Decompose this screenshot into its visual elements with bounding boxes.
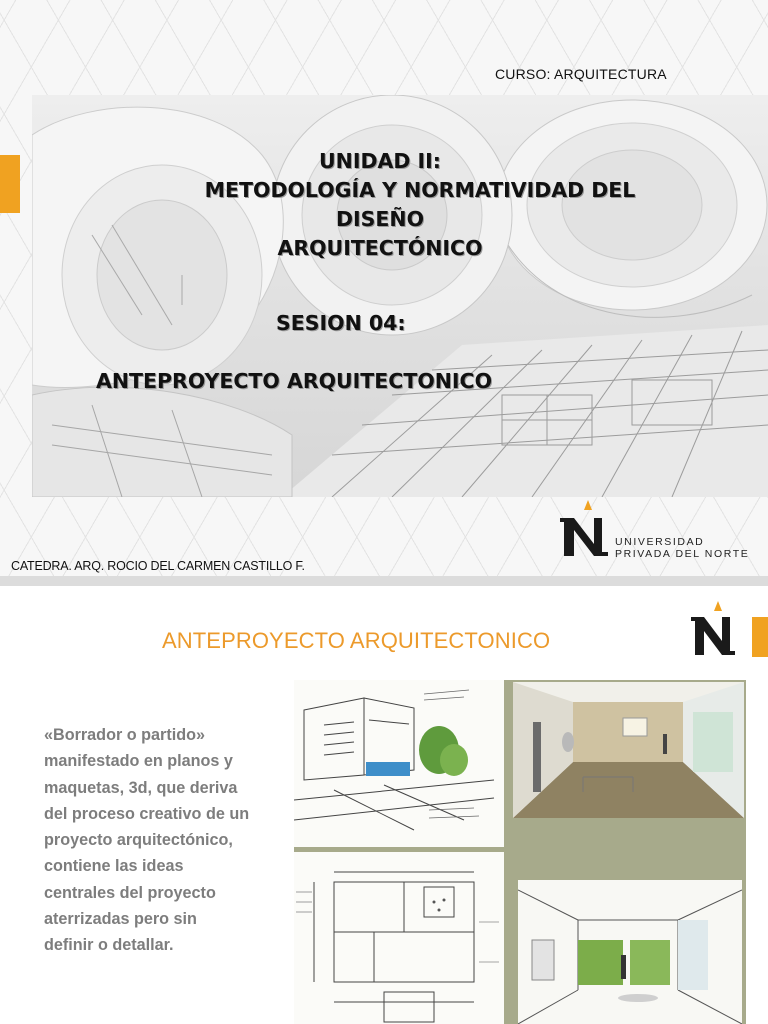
unit-title-line-4: ARQUITECTÓNICO <box>277 236 483 260</box>
university-name-line-2: PRIVADA DEL NORTE <box>615 548 750 560</box>
unit-title-line-2: METODOLOGÍA Y NORMATIVIDAD DEL <box>204 178 636 202</box>
exterior-sketch-image <box>294 680 504 847</box>
university-name <box>615 536 749 560</box>
content-slide <box>0 586 768 1024</box>
upn-logo-icon <box>690 601 736 657</box>
unit-title-line-1: UNIDAD II: <box>319 149 441 173</box>
session-label: SESION 04: <box>276 311 406 335</box>
definition-line: centrales del proyecto <box>44 883 216 902</box>
floor-plan-sketch-image <box>294 852 504 1024</box>
definition-line: proyecto arquitectónico, <box>44 831 233 850</box>
unit-title-line-3: DISEÑO <box>336 207 424 231</box>
definition-text <box>44 722 284 959</box>
definition-line: aterrizadas pero sin <box>44 910 197 929</box>
right-accent-bar <box>752 617 768 657</box>
course-label: CURSO: ARQUITECTURA <box>495 66 667 82</box>
definition-line: maquetas, 3d, que deriva <box>44 778 238 797</box>
unit-title <box>32 147 768 263</box>
interior-render-image <box>513 682 744 818</box>
interior-sketch-render-image <box>518 880 742 1024</box>
definition-line: manifestado en planos y <box>44 752 233 771</box>
definition-line: contiene las ideas <box>44 857 184 876</box>
definition-line: «Borrador o partido» <box>44 726 205 744</box>
definition-line: del proceso creativo de un <box>44 804 250 823</box>
chair-credit: CATEDRA. ARQ. ROCIO DEL CARMEN CASTILLO F. <box>11 559 305 573</box>
definition-line: definir o detallar. <box>44 936 174 955</box>
university-name-line-1: UNIVERSIDAD <box>615 536 705 548</box>
slide-title: ANTEPROYECTO ARQUITECTONICO <box>162 628 551 653</box>
session-subtitle: ANTEPROYECTO ARQUITECTONICO <box>96 369 493 393</box>
upn-logo-icon <box>558 500 610 558</box>
sketch-collage <box>294 680 746 1024</box>
